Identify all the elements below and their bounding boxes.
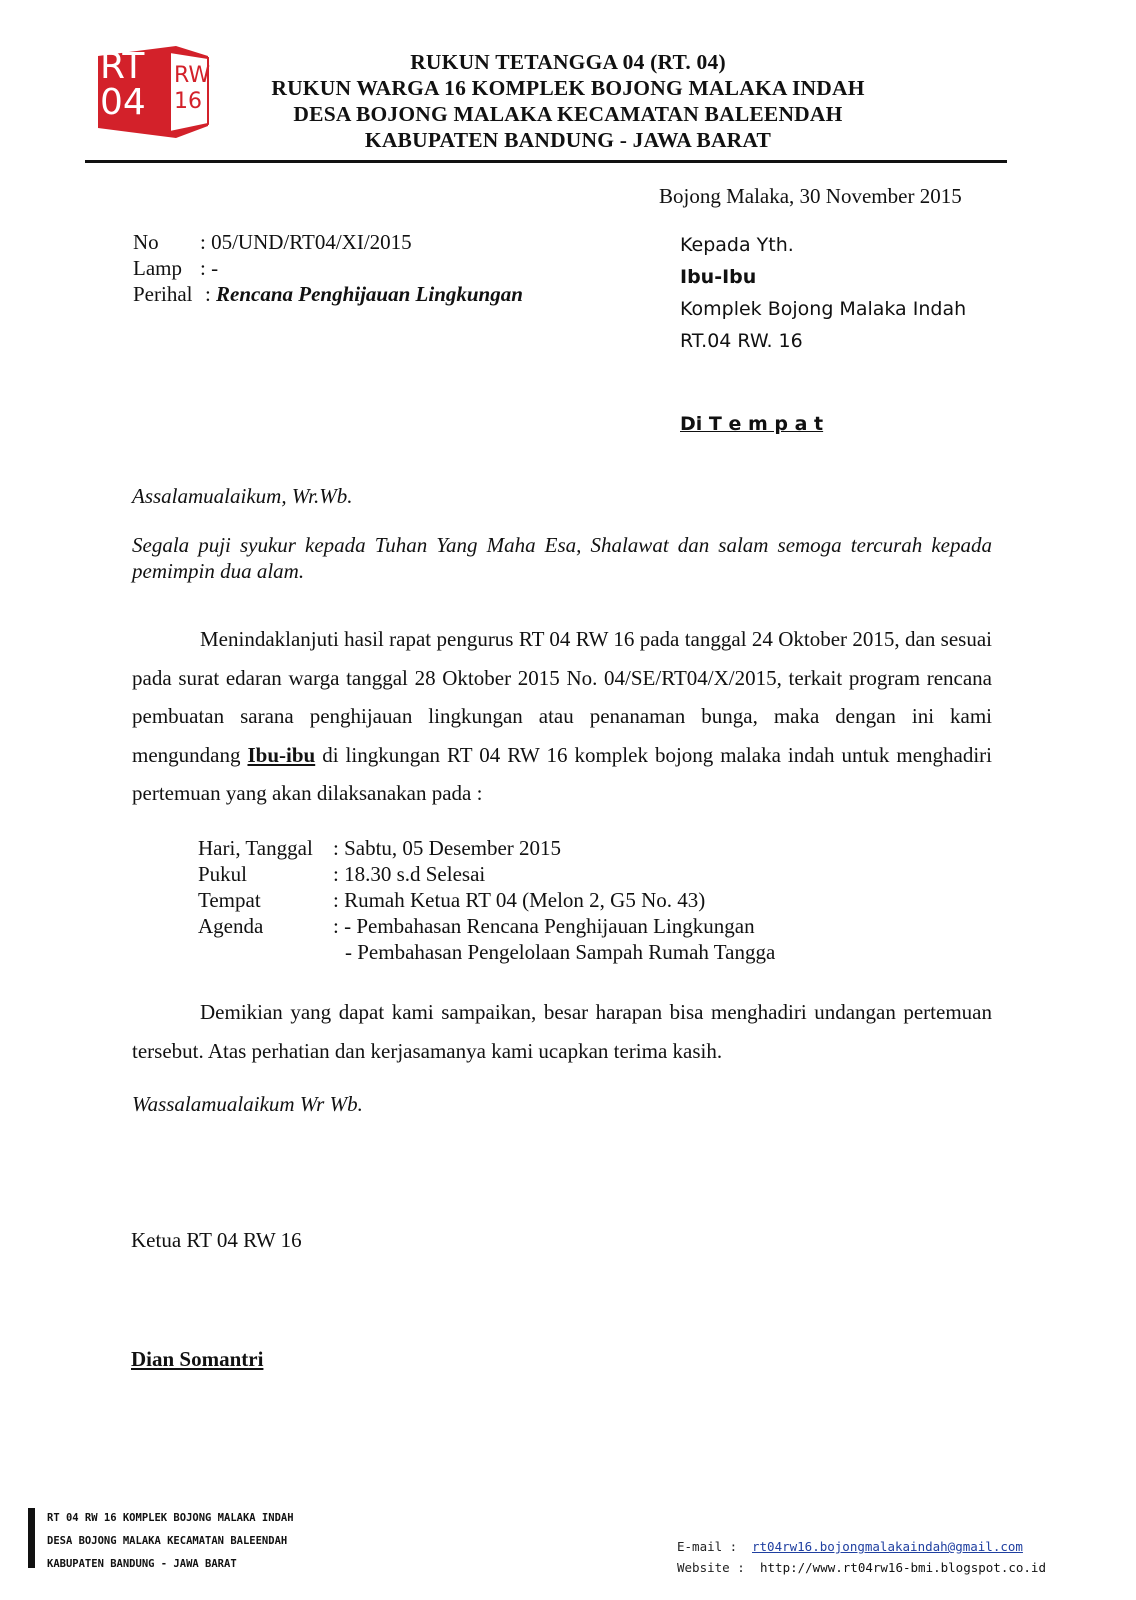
- recipient-name: Ibu-Ibu: [680, 266, 757, 288]
- letterhead-line-3: DESA BOJONG MALAKA KECAMATAN BALEENDAH: [293, 102, 843, 126]
- schedule-place-value: : Rumah Ketua RT 04 (Melon 2, G5 No. 43): [333, 888, 706, 912]
- recipient-rt-rw: RT.04 RW. 16: [680, 330, 803, 352]
- recipient-place: Di T e m p a t: [680, 413, 824, 435]
- invitation-emphasis: Ibu-ibu: [247, 742, 316, 767]
- schedule-agenda-label: Agenda: [198, 914, 264, 938]
- schedule-day-label: Hari, Tanggal: [198, 836, 313, 860]
- invitation-paragraph: [132, 620, 992, 813]
- number-label: No: [133, 230, 159, 254]
- number-value: : 05/UND/RT04/XI/2015: [200, 230, 412, 254]
- footer-address-1: RT 04 RW 16 KOMPLEK BOJONG MALAKA INDAH: [47, 1512, 294, 1524]
- logo-rt-number: 04: [100, 82, 146, 123]
- letter-date: Bojong Malaka, 30 November 2015: [659, 184, 962, 208]
- footer-website-link[interactable]: http://www.rt04rw16-bmi.blogspot.co.id: [760, 1560, 1046, 1575]
- logo-rw-text: RW: [174, 63, 211, 88]
- footer-email-link[interactable]: rt04rw16.bojongmalakaindah@gmail.com: [752, 1539, 1023, 1554]
- schedule-day-value: : Sabtu, 05 Desember 2015: [333, 836, 562, 860]
- footer-address-3: KABUPATEN BANDUNG - JAWA BARAT: [47, 1558, 237, 1570]
- footer-accent-bar: [28, 1508, 35, 1568]
- footer-website-label: Website :: [677, 1560, 745, 1575]
- letterhead-divider: [85, 160, 1007, 163]
- subject-colon: :: [205, 282, 211, 306]
- footer-address-2: DESA BOJONG MALAKA KECAMATAN BALEENDAH: [47, 1535, 288, 1547]
- footer-email-label: E-mail :: [677, 1539, 738, 1554]
- signatory-name: Dian Somantri: [131, 1347, 264, 1371]
- letterhead-line-1: RUKUN TETANGGA 04 (RT. 04): [410, 50, 726, 74]
- attachment-label: Lamp: [133, 256, 182, 280]
- logo-rt-text: RT: [100, 46, 145, 87]
- subject-label: Perihal: [133, 282, 193, 306]
- subject-value: Rencana Penghijauan Lingkungan: [216, 282, 523, 306]
- attachment-value: : -: [200, 256, 219, 280]
- schedule-agenda-item-2: - Pembahasan Pengelolaan Sampah Rumah Tangga: [345, 940, 776, 964]
- schedule-place-label: Tempat: [198, 888, 261, 912]
- signatory-title: Ketua RT 04 RW 16: [131, 1228, 302, 1252]
- letterhead-line-2: RUKUN WARGA 16 KOMPLEK BOJONG MALAKA INDAH: [271, 76, 865, 100]
- recipient-salutation: Kepada Yth.: [680, 234, 794, 256]
- schedule-time-label: Pukul: [198, 862, 248, 886]
- letterhead-line-4: KABUPATEN BANDUNG - JAWA BARAT: [364, 128, 772, 152]
- closing-paragraph: Demikian yang dapat kami sampaikan, besar harapan bisa menghadiri undangan pertemuan tersebut. Atas perhatian dan kerjasamanya kami ucapkan terima kasih.: [132, 1000, 992, 1063]
- greeting: Assalamualaikum, Wr.Wb.: [132, 484, 353, 508]
- farewell: Wassalamualaikum Wr Wb.: [132, 1092, 363, 1116]
- invitation-text-before: Menindaklanjuti hasil rapat pengurus RT 04 RW 16 pada tanggal 24 Oktober 2015, dan sesuai pada surat edaran warga tanggal 28 Oktober 2015 No. 04/SE/RT04/X/2015, terkait program rencana pembuatan sarana penghijauan lingkungan atau penanaman bunga, maka dengan ini kami mengundang: [132, 627, 992, 767]
- invitation-text-after: di lingkungan RT 04 RW 16 komplek bojong malaka indah untuk menghadiri pertemuan yang akan dilaksanakan pada :: [132, 742, 993, 805]
- schedule-agenda-item-1: : - Pembahasan Rencana Penghijauan Lingkungan: [333, 914, 755, 938]
- logo-rw-number: 16: [174, 89, 202, 114]
- opening-paragraph: Segala puji syukur kepada Tuhan Yang Maha Esa, Shalawat dan salam semoga tercurah kepada pemimpin dua alam.: [132, 533, 992, 583]
- recipient-address: Komplek Bojong Malaka Indah: [680, 298, 967, 320]
- schedule-time-value: : 18.30 s.d Selesai: [333, 862, 486, 886]
